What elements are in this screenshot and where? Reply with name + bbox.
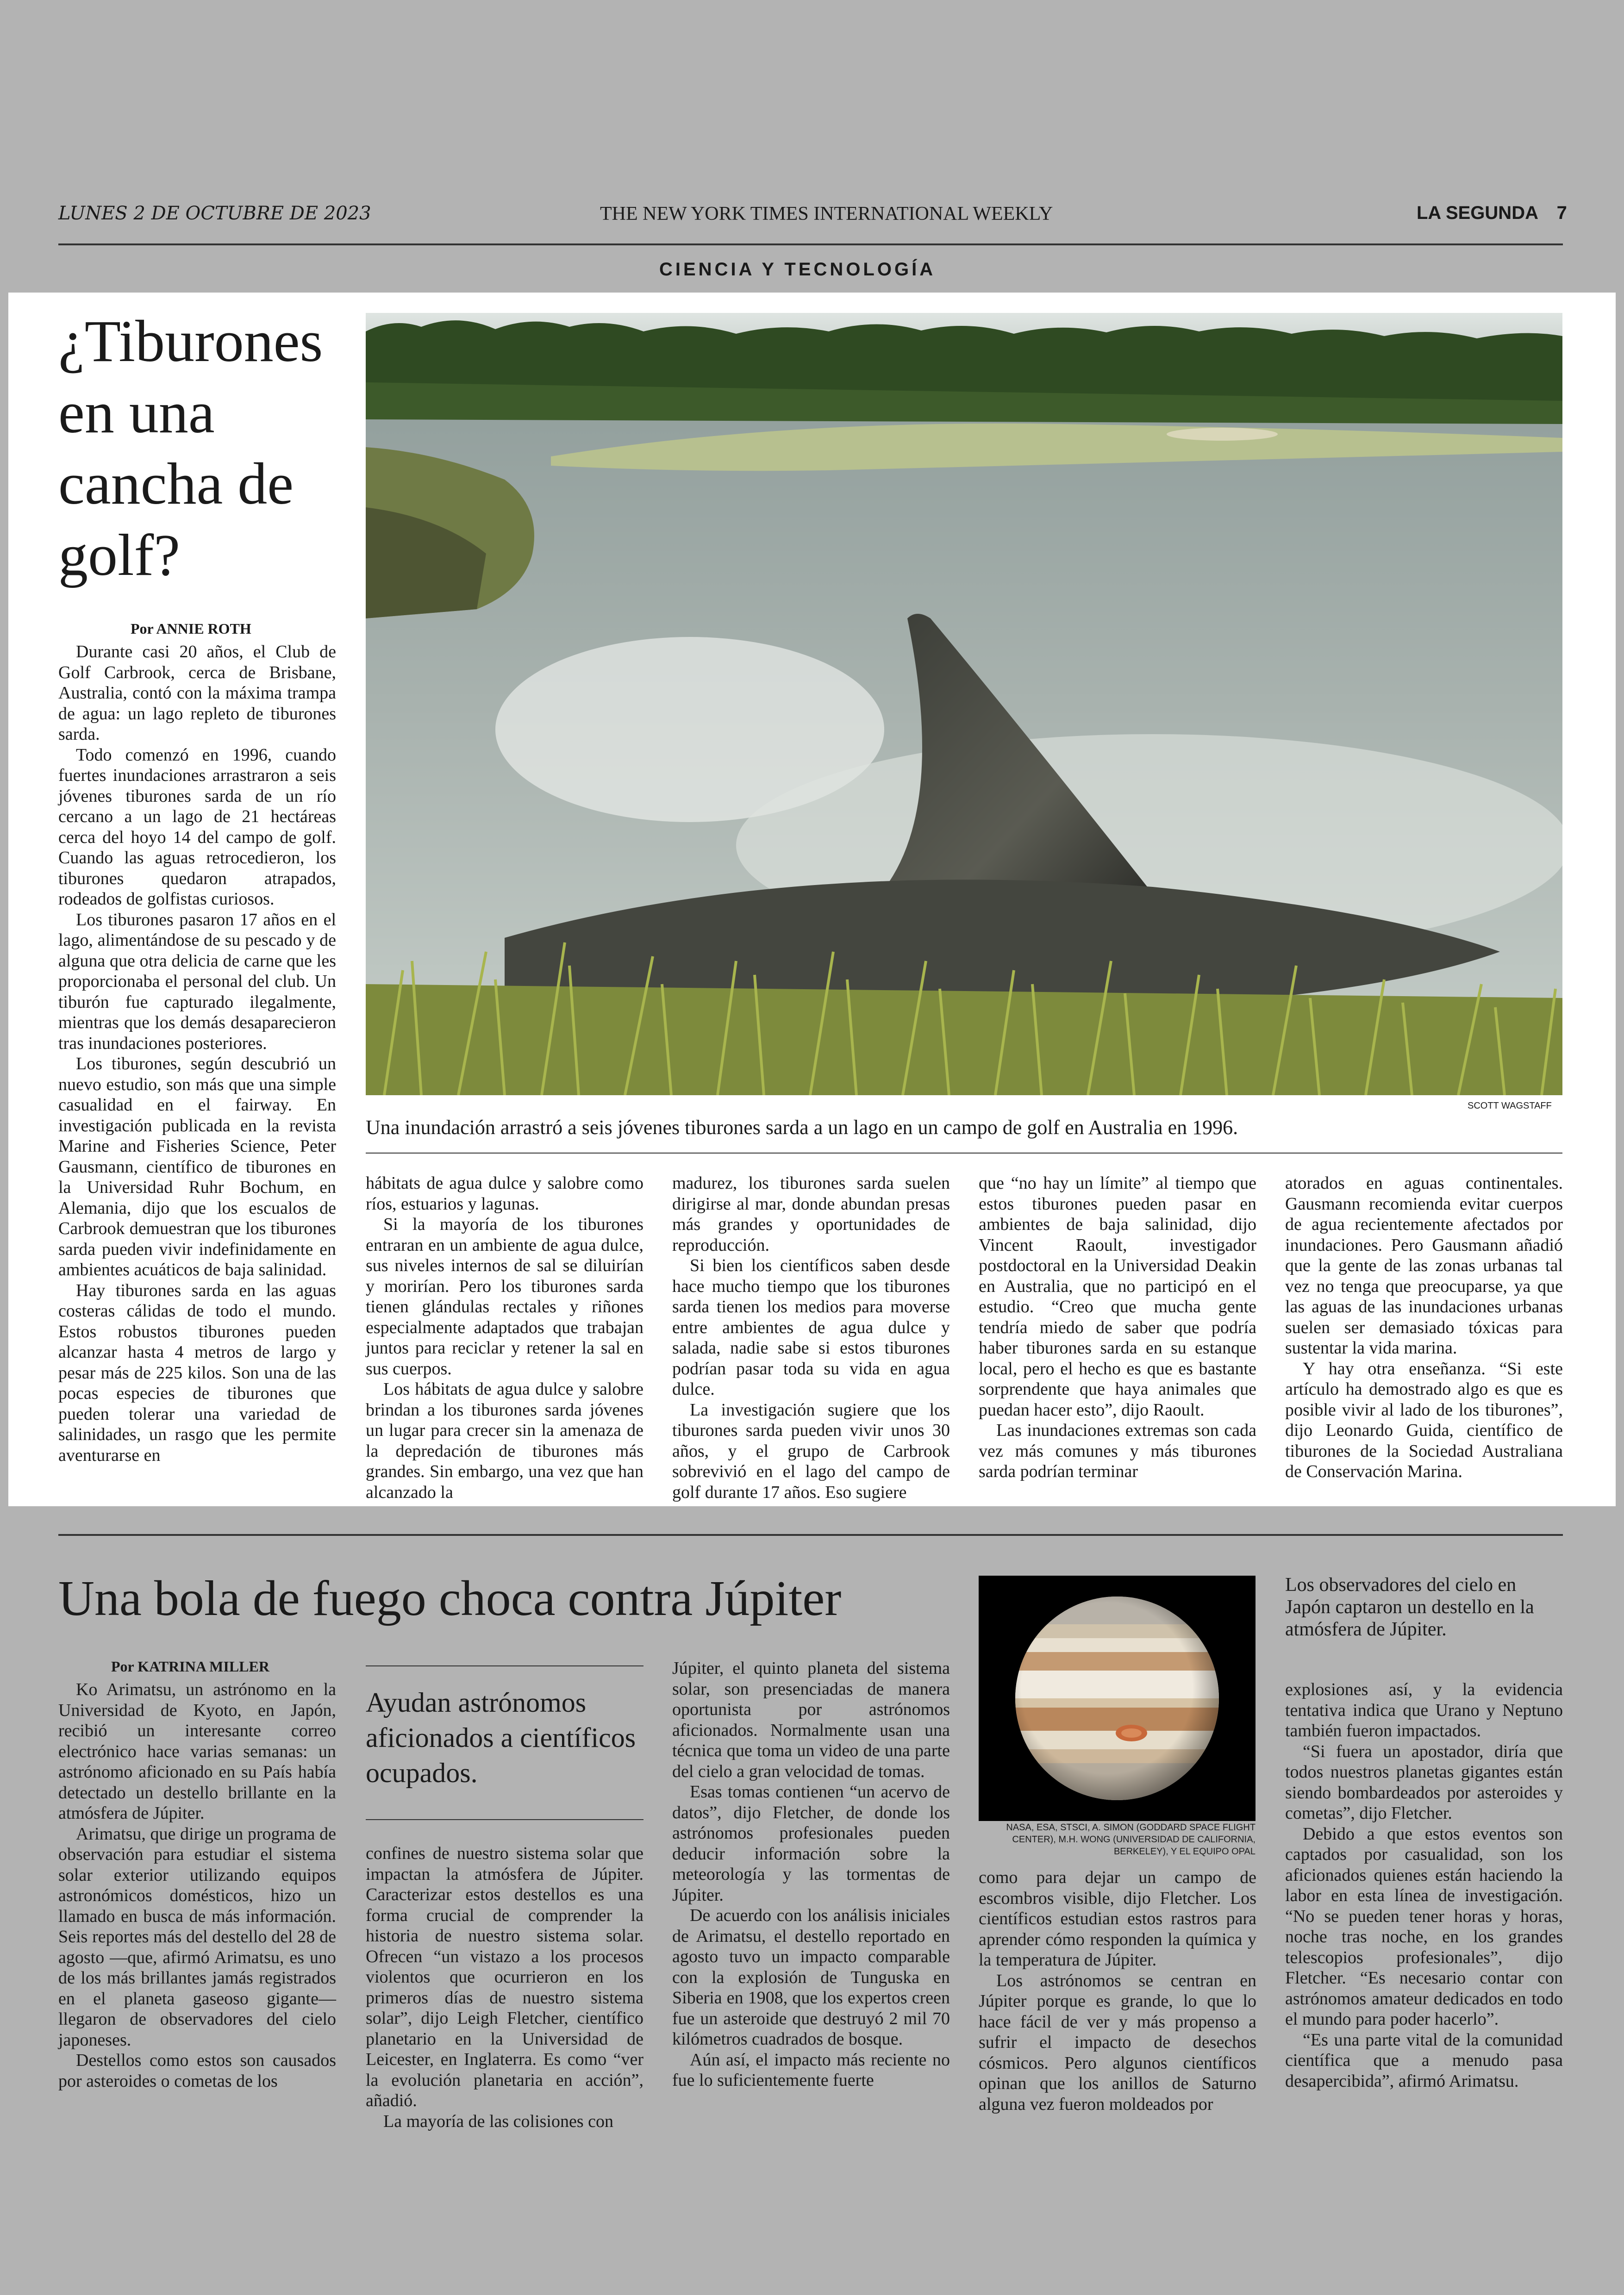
paragraph: madurez, los tiburones sarda suelen dirigirse al mar, donde abundan presas más grandes y oportunidades de reproducción. (672, 1173, 950, 1255)
shark-column-1 (58, 642, 336, 1466)
paragraph: Todo comenzó en 1996, cuando fuertes inundaciones arrastraron a seis jóvenes tiburones sarda de un río cercano a un lago de 21 hectáreas cerca del hoyo 14 del campo de golf. Cuando las aguas retrocedieron, los tiburones quedaron atrapados, rodeados de golfistas curiosos. (58, 745, 336, 909)
shark-headline: ¿Tiburones en una cancha de golf? (58, 308, 323, 588)
section-name (1417, 203, 1567, 224)
paragraph: Durante casi 20 años, el Club de Golf Carbrook, cerca de Brisbane, Australia, contó con la máxima trampa de agua: un lago repleto de tiburones sarda. (58, 642, 336, 744)
paragraph: La mayoría de las colisiones con (383, 2111, 614, 2131)
shark-column-3 (672, 1173, 950, 1503)
paragraph: De acuerdo con los análisis iniciales de Arimatsu, el destello reportado en agosto tuvo un impacto comparable con la explosión de Tunguska en Siberia en 1908, que los expertos creen fue un asteroide que destruyó 2 mil 70 kilómetros cuadrados de bosque. (672, 1906, 950, 2049)
paragraph: “Es una parte vital de la comunidad científica que a menudo pasa desapercibida”, afirmó Arimatsu. (1285, 2030, 1563, 2091)
paragraph: Júpiter, el quinto planeta del sistema solar, son presenciadas de manera oportunista por astrónomos aficionados. Normalmente usan una técnica que toma un video de una parte del cielo a gran velocidad de tomas. (672, 1659, 950, 1781)
paragraph: Arimatsu, que dirige un programa de observación para estudiar el sistema solar exterior utilizando equipos astronómicos domésticos, hizo un llamado en busca de más información. Seis reportes más del destello del 28 de agosto —que, afirmó Arimatsu, es uno de los más brillantes jamás registrados en el planeta gaseoso gigante— llegaron de observadores del cielo japoneses. (58, 1824, 336, 2050)
jupiter-photo (979, 1576, 1255, 1821)
shark-column-4 (979, 1173, 1256, 1482)
paragraph: La investigación sugiere que los tiburones sarda pueden vivir unos 30 años, y el grupo de Carbrook sobrevivió en el lago del campo de golf durante 17 años. Eso sugiere (672, 1400, 950, 1502)
jupiter-photo-credit: NASA, ESA, STSCI, A. SIMON (GODDARD SPACE FLIGHT CENTER), M.H. WONG (UNIVERSIDAD DE CALIFORNIA, BERKELEY), Y EL EQUIPO OPAL (1006, 1822, 1255, 1857)
jupiter-column-5 (1285, 1679, 1563, 2091)
paragraph: hábitats de agua dulce y salobre como ríos, estuarios y lagunas. (366, 1173, 643, 1214)
paragraph: Debido a que estos eventos son captados por casualidad, son los aficionados quienes están haciendo la labor en esta línea de investigación. “No se pueden tener horas y horas, noche tras noche, en los grandes telescopios profesionales”, dijo Fletcher. “Es necesario contar con astrónomos amateur dedicados en todo el mundo para poder hacerlo”. (1285, 1824, 1563, 2029)
section-title: LA SEGUNDA (1417, 203, 1538, 223)
jupiter-subhead: Ayudan astrónomos aficionados a científicos ocupados. (366, 1687, 636, 1788)
paragraph: Hay tiburones sarda en las aguas costeras cálidas de todo el mundo. Estos robustos tiburones pueden alcanzar hasta 4 metros de largo y pesar más de 225 kilos. Son una de las pocas especies de tiburones que pueden tolerar una variedad de salinidades, un rasgo que les permite aventurarse en (58, 1280, 336, 1465)
caption-rule (366, 1153, 1562, 1154)
paragraph: como para dejar un campo de escombros visible, dijo Fletcher. Los científicos estudian estos rastros para aprender cómo responden la química y la temperatura de Júpiter. (979, 1868, 1256, 1970)
article-separator (58, 1534, 1563, 1536)
paragraph: explosiones así, y la evidencia tentativa indica que Urano y Neptuno también fueron impactados. (1285, 1680, 1563, 1740)
issue-date: LUNES 2 DE OCTUBRE DE 2023 (58, 203, 371, 224)
paragraph: Las inundaciones extremas son cada vez más comunes y más tiburones sarda podrían terminar (979, 1421, 1256, 1481)
subhead-rule-bottom (366, 1819, 643, 1820)
paragraph: “Si fuera un apostador, diría que todos nuestros planetas gigantes están siendo bombardeados por asteroides y cometas”, dijo Fletcher. (1285, 1741, 1563, 1823)
paragraph: Los astrónomos se centran en Júpiter porque es grande, lo que lo hace fácil de ver y más propenso a sufrir el impacto de desechos cósmicos. Pero algunos científicos opinan que los anillos de Saturno alguna vez fueron moldeados por (979, 1971, 1256, 2114)
paragraph: Esas tomas contienen “un acervo de datos”, dijo Fletcher, de donde los astrónomos profesionales pueden deducir información sobre la meteorología y las tormentas de Júpiter. (672, 1782, 950, 1905)
paragraph: atorados en aguas continentales. Gausmann recomienda evitar cuerpos de agua recientemente afectados por inundaciones. Pero Gausmann añadió que la gente de las zonas urbanas tal vez no tenga que preocuparse, ya que las aguas de las inundaciones urbanas suelen ser demasiado tóxicas para sustentar la vida marina. (1285, 1173, 1563, 1358)
jupiter-column-3 (672, 1658, 950, 2091)
shark-fin-photo-image (366, 313, 1562, 1095)
subhead-rule-top (366, 1665, 643, 1666)
shark-column-5 (1285, 1173, 1563, 1482)
shark-byline: Por ANNIE ROTH (131, 620, 251, 637)
shark-photo-caption: Una inundación arrastró a seis jóvenes tiburones sarda a un lago en un campo de golf en Australia en 1996. (366, 1116, 1238, 1139)
paragraph: que “no hay un límite” al tiempo que estos tiburones pueden pasar en ambientes de baja salinidad, dijo Vincent Raoult, investigador postdoctoral en la Universidad Deakin en Australia, que no participó en el estudio. “Creo que mucha gente tendría miedo de saber que podría haber tiburones sarda en su estanque local, pero el hecho es que es bastante sorprendente que haya animales que puedan hacer esto”, dijo Raoult. (979, 1173, 1256, 1420)
jupiter-byline: Por KATRINA MILLER (111, 1658, 269, 1675)
paragraph: confines de nuestro sistema solar que impactan la atmósfera de Júpiter. Caracterizar estos destellos es una forma crucial de comprender la historia de nuestro sistema solar. Ofrecen “un vistazo a los procesos violentos que ocurrieron en los primeros días de nuestro sistema solar”, dijo Leigh Fletcher, científico planetario en la Universidad de Leicester, en Inglaterra. Es como “ver la evolución planetaria en acción”, añadió. (366, 1844, 643, 2110)
jupiter-planet-image (979, 1576, 1255, 1821)
jupiter-column-2 (366, 1843, 643, 2132)
jupiter-column-4 (979, 1867, 1256, 2114)
paragraph: Aún así, el impacto más reciente no fue lo suficientemente fuerte (672, 2050, 950, 2090)
shark-photo (366, 313, 1562, 1095)
paragraph: Si bien los científicos saben desde hace mucho tiempo que los tiburones sarda tienen los medios para moverse entre ambientes de agua dulce y salada, nadie sabe si estos tiburones podrían pasar toda su vida en agua dulce. (672, 1256, 950, 1399)
paragraph: Destellos como estos son causados por asteroides o cometas de los (58, 2051, 336, 2091)
paragraph: Si la mayoría de los tiburones entraran en un ambiente de agua dulce, sus niveles internos de sal se diluirían y morirían. Pero los tiburones sarda tienen glándulas rectales y riñones especialmente adaptados que trabajan juntos para reciclar y retener la sal en sus cuerpos. (366, 1215, 643, 1378)
publication-name: THE NEW YORK TIMES INTERNATIONAL WEEKLY (600, 203, 1053, 225)
paragraph: Y hay otra enseñanza. “Si este artículo ha demostrado algo es que es posible vivir al lado de los tiburones”, dijo Leonardo Guida, científico de tiburones de la Sociedad Australiana de Conservación Marina. (1285, 1359, 1563, 1481)
paragraph: Los hábitats de agua dulce y salobre brindan a los tiburones sarda jóvenes un lugar para crecer sin la amenaza de la depredación de tiburones más grandes. Sin embargo, una vez que han alcanzado la (366, 1379, 643, 1502)
paragraph: Los tiburones, según descubrió un nuevo estudio, son más que una simple casualidad en el fairway. En investigación publicada en la revista Marine and Fisheries Science, Peter Gausmann, científico de tiburones en la Universidad Ruhr Bochum, en Alemania, dijo que los escualos de Carbrook demuestran que los tiburones sarda pueden vivir indefinidamente en ambientes acuáticos de baja salinidad. (58, 1054, 336, 1279)
paragraph: Ko Arimatsu, un astrónomo en la Universidad de Kyoto, en Japón, recibió un interesante correo electrónico hace varias semanas: un astrónomo aficionado en su País había detectado un destello brillante en la atmósfera de Júpiter. (58, 1680, 336, 1823)
paragraph: Los tiburones pasaron 17 años en el lago, alimentándose de su pescado y de alguna que otra delicia de carne que les proporcionaba el personal del club. Un tiburón fue capturado ilegalmente, mientras que los demás desaparecieron tras inundaciones posteriores. (58, 910, 336, 1053)
section-label: CIENCIA Y TECNOLOGÍA (659, 259, 936, 280)
jupiter-headline: Una bola de fuego choca contra Júpiter (58, 1571, 842, 1626)
page-number: 7 (1556, 203, 1567, 223)
jupiter-column-1 (58, 1679, 336, 2091)
header-rule (58, 243, 1563, 245)
jupiter-photo-caption: Los observadores del cielo en Japón captaron un destello en la atmósfera de Júpiter. (1285, 1574, 1534, 1640)
shark-column-2 (366, 1173, 643, 1503)
shark-photo-credit: SCOTT WAGSTAFF (1468, 1101, 1552, 1111)
